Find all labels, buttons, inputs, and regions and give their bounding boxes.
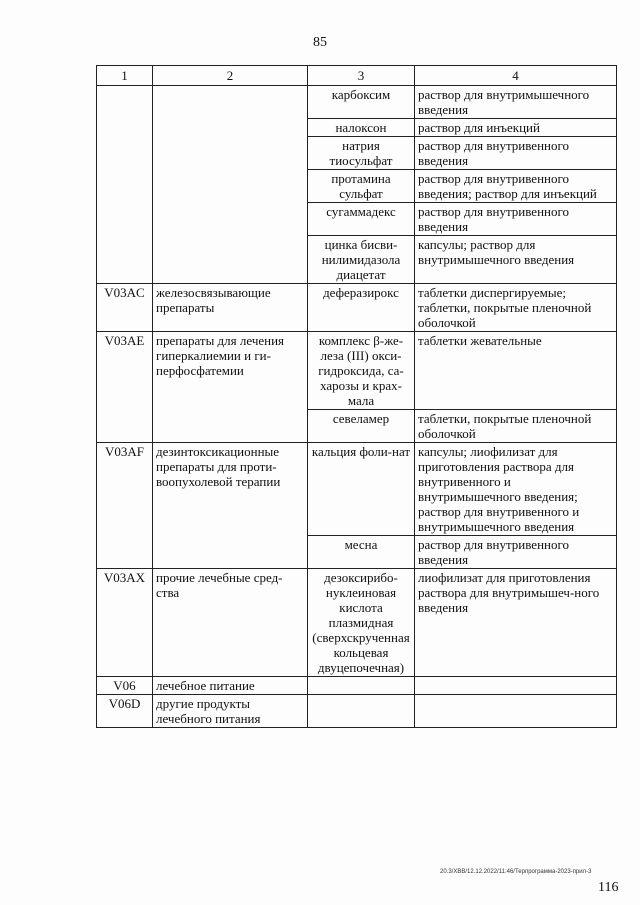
table-row [97, 86, 617, 119]
header-col-4: 4 [415, 66, 617, 86]
drug-cell: комплекс β-же-леза (III) окси-гидроксида, са-харозы и крах-мала [308, 332, 415, 410]
atc-code-cell: V03AX [97, 569, 153, 677]
form-cell: раствор для внутривенного введения [415, 536, 617, 569]
atc-code-cell: V03AE [97, 332, 153, 443]
table-row [97, 332, 617, 410]
table-row [97, 677, 617, 695]
atc-code-cell: V06 [97, 677, 153, 695]
group-cell: препараты для лечения гиперкалиемии и ги-перфосфатемии [153, 332, 308, 443]
atc-code-cell: V03AF [97, 443, 153, 569]
form-cell: раствор для инъекций [415, 119, 617, 137]
form-cell: таблетки диспергируемые; таблетки, покрытые пленочной оболочкой [415, 284, 617, 332]
drug-cell: цинка бисви-нилимидазола диацетат [308, 236, 415, 284]
header-col-1: 1 [97, 66, 153, 86]
atc-code-cell [97, 86, 153, 284]
drug-cell [308, 677, 415, 695]
drug-table [96, 65, 617, 728]
drug-cell: налоксон [308, 119, 415, 137]
drug-cell: месна [308, 536, 415, 569]
form-cell: раствор для внутривенного введения [415, 203, 617, 236]
group-cell: прочие лечебные сред-ства [153, 569, 308, 677]
form-cell: раствор для внутривенного введения; раствор для инъекций [415, 170, 617, 203]
table-row [97, 695, 617, 728]
form-cell: раствор для внутривенного введения [415, 137, 617, 170]
table-row [97, 443, 617, 536]
form-cell [415, 677, 617, 695]
drug-cell: карбоксим [308, 86, 415, 119]
atc-code-cell: V06D [97, 695, 153, 728]
group-cell: железосвязывающие препараты [153, 284, 308, 332]
group-cell [153, 86, 308, 284]
atc-code-cell: V03AC [97, 284, 153, 332]
table-row [97, 284, 617, 332]
drug-cell: натрия тиосульфат [308, 137, 415, 170]
table-row [97, 569, 617, 677]
group-cell: другие продукты лечебного питания [153, 695, 308, 728]
header-col-2: 2 [153, 66, 308, 86]
footer-stamp: 20.3/ХВВ/12.12.2022/11:46/Терпрограмма-2023-прил-3 [440, 869, 592, 875]
form-cell: таблетки жевательные [415, 332, 617, 410]
drug-cell: севеламер [308, 410, 415, 443]
form-cell: таблетки, покрытые пленочной оболочкой [415, 410, 617, 443]
drug-cell [308, 695, 415, 728]
drug-cell: сугаммадекс [308, 203, 415, 236]
group-cell: лечебное питание [153, 677, 308, 695]
form-cell: лиофилизат для приготовления раствора для внутримышеч-ного введения [415, 569, 617, 677]
drug-cell: протамина сульфат [308, 170, 415, 203]
form-cell: раствор для внутримышечного введения [415, 86, 617, 119]
page-number-bottom: 116 [598, 880, 619, 895]
table-header-row [97, 66, 617, 86]
header-col-3: 3 [308, 66, 415, 86]
drug-cell: кальция фоли-нат [308, 443, 415, 536]
page-number-top: 85 [313, 35, 327, 50]
form-cell [415, 695, 617, 728]
group-cell: дезинтоксикационные препараты для проти-воопухолевой терапии [153, 443, 308, 569]
drug-cell: дезоксирибо-нуклеиновая кислота плазмидная (сверхскрученная кольцевая двуцепочечная) [308, 569, 415, 677]
form-cell: капсулы; лиофилизат для приготовления раствора для внутривенного и внутримышечного введения; раствор для внутривенного и внутримышечного введения [415, 443, 617, 536]
form-cell: капсулы; раствор для внутримышечного введения [415, 236, 617, 284]
drug-cell: деферазирокс [308, 284, 415, 332]
